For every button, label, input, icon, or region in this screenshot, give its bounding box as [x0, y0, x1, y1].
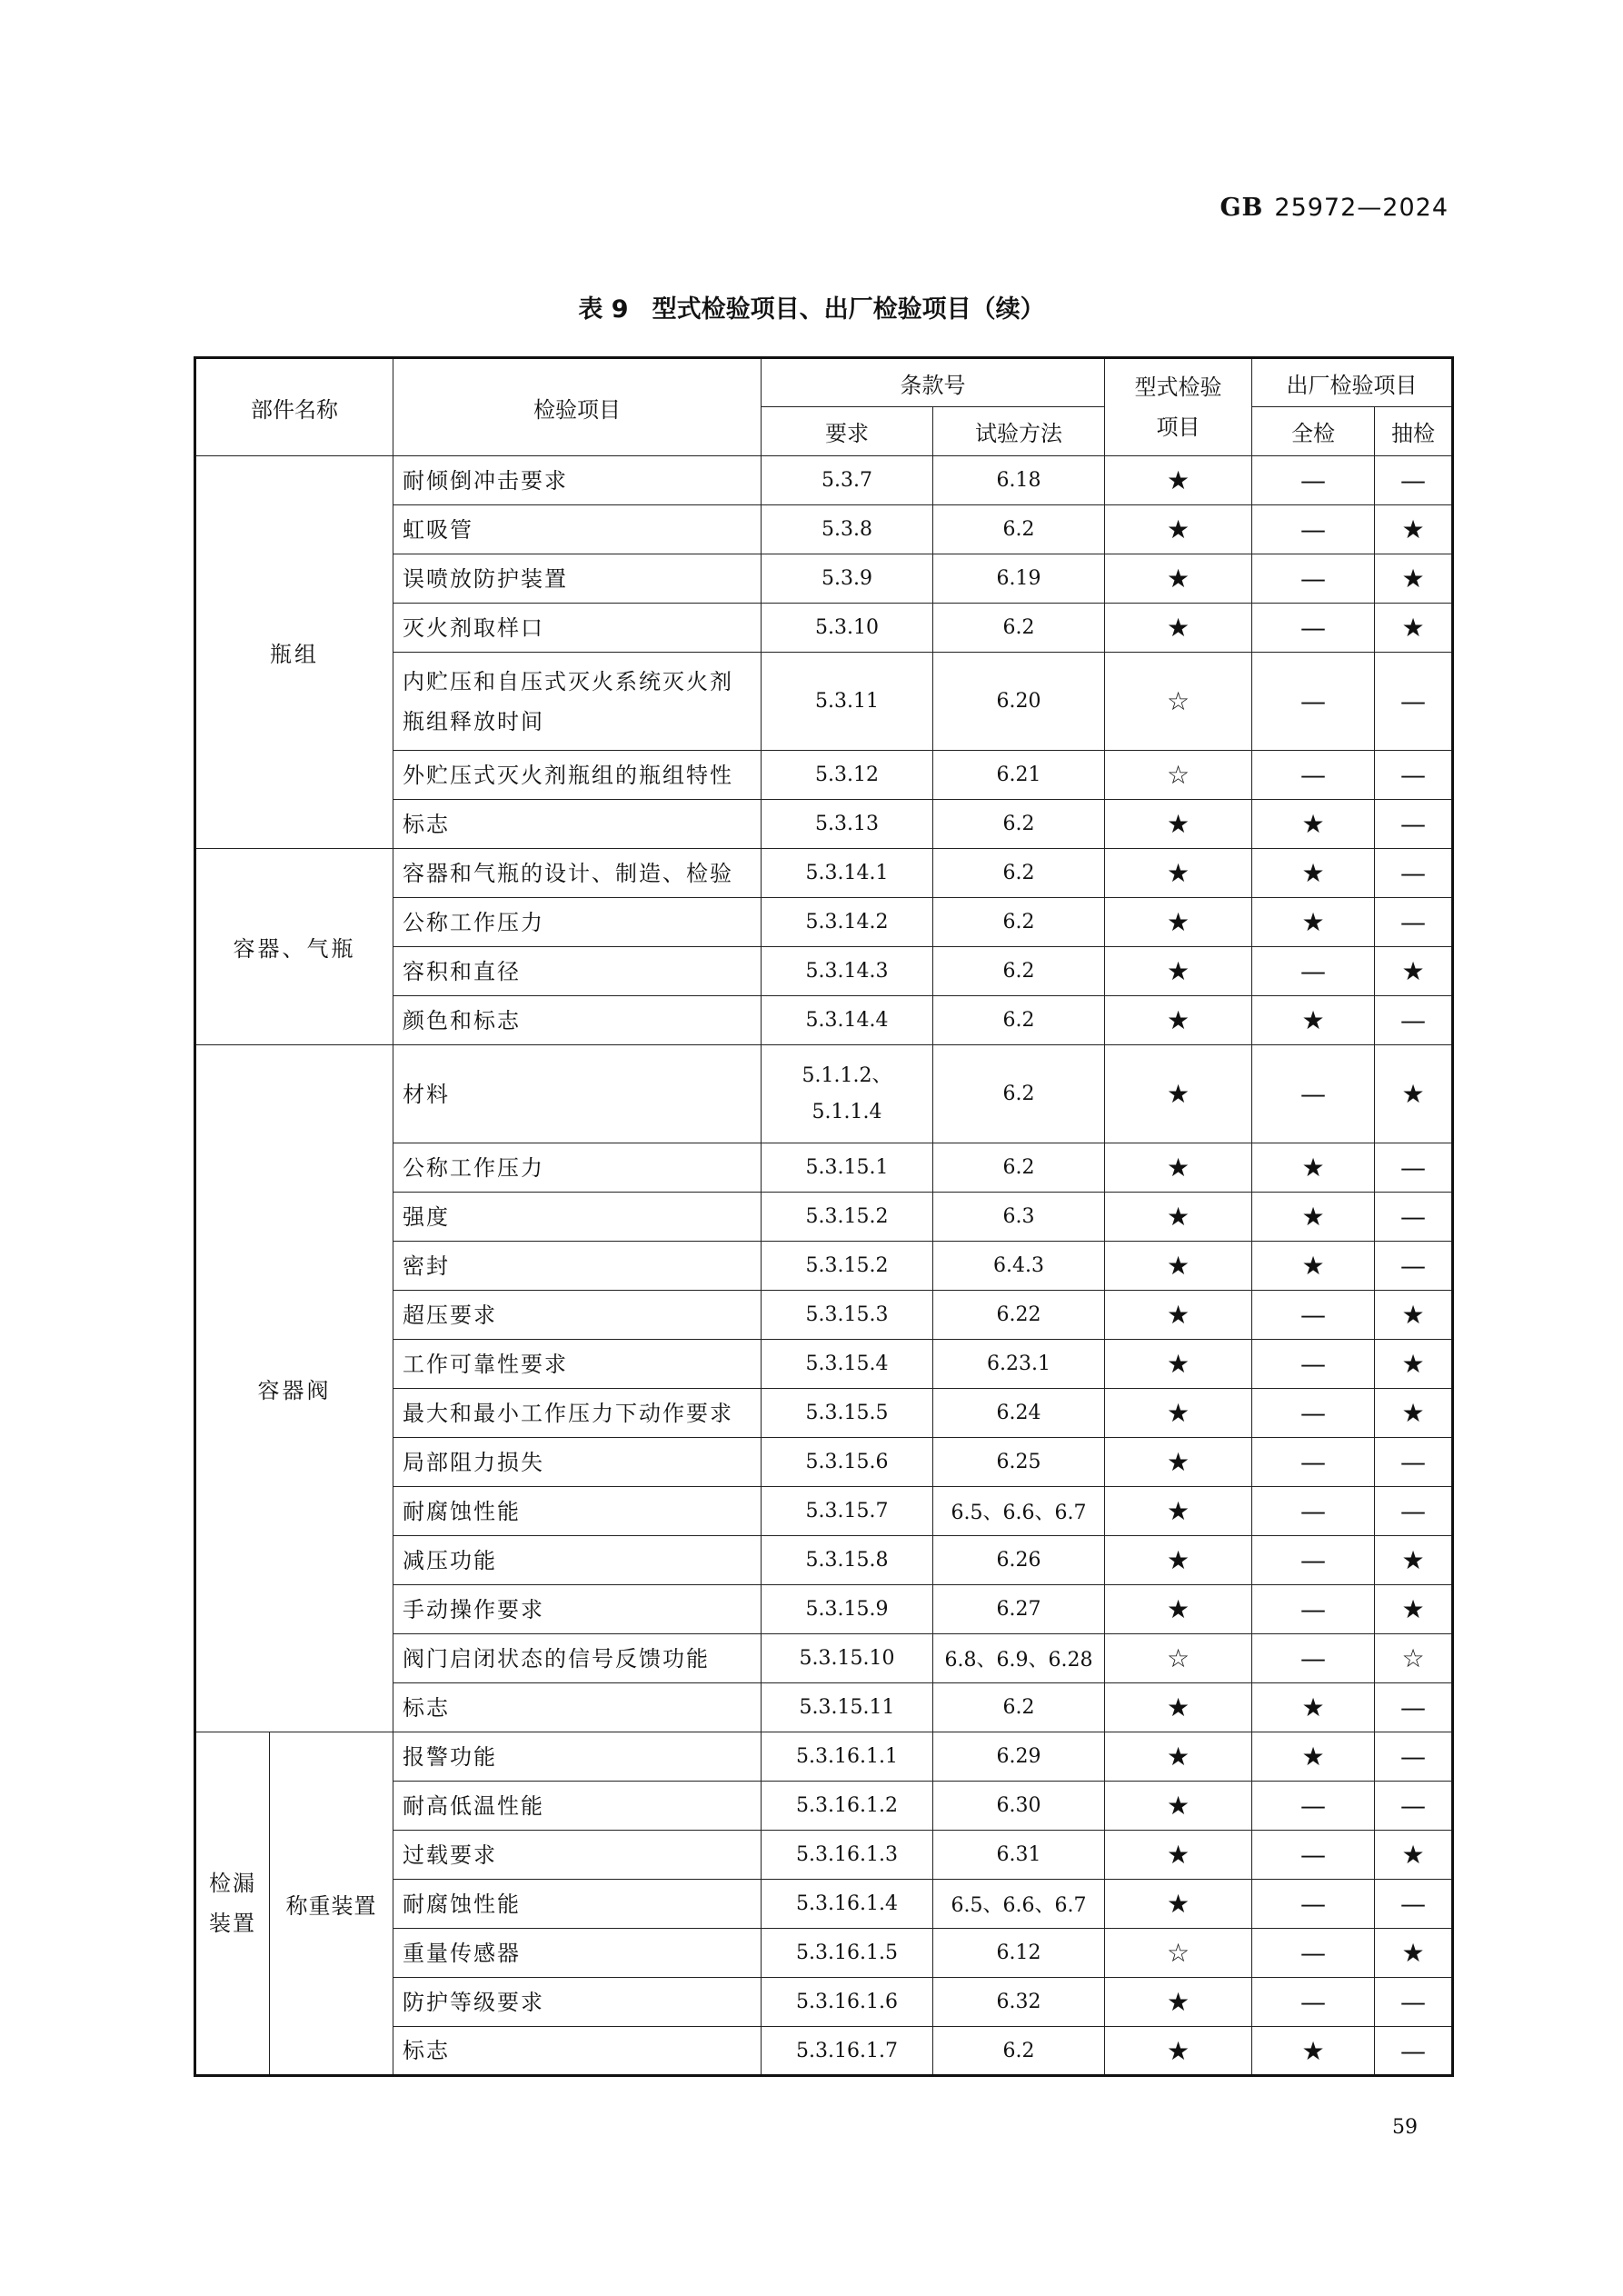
full-inspection-mark: — [1252, 554, 1375, 604]
type-test-mark: ★ [1105, 456, 1252, 505]
sample-inspection-mark: — [1375, 849, 1453, 898]
inspection-item: 过载要求 [393, 1831, 762, 1880]
col-header-sample: 抽检 [1375, 407, 1453, 456]
sample-inspection-mark: — [1375, 1143, 1453, 1193]
full-inspection-mark: — [1252, 1634, 1375, 1683]
inspection-item: 局部阻力损失 [393, 1438, 762, 1487]
full-inspection-mark: — [1252, 1045, 1375, 1143]
inspection-item: 标志 [393, 800, 762, 849]
standard-prefix: GB [1220, 194, 1264, 222]
full-inspection-mark: ★ [1252, 1683, 1375, 1732]
table-body [195, 456, 1453, 2076]
clause-test-method: 6.25 [933, 1438, 1105, 1487]
clause-requirement: 5.1.1.2、5.1.1.4 [762, 1045, 933, 1143]
clause-test-method: 6.21 [933, 751, 1105, 800]
clause-requirement: 5.3.15.5 [762, 1389, 933, 1438]
type-test-mark: ★ [1105, 996, 1252, 1045]
inspection-item: 灭火剂取样口 [393, 604, 762, 653]
type-test-mark: ★ [1105, 1045, 1252, 1143]
sample-inspection-mark: ★ [1375, 1045, 1453, 1143]
table-number: 表 9 [578, 295, 629, 324]
inspection-item: 容积和直径 [393, 947, 762, 996]
sample-inspection-mark: — [1375, 1880, 1453, 1929]
inspection-item: 最大和最小工作压力下动作要求 [393, 1389, 762, 1438]
table-title: 型式检验项目、出厂检验项目（续） [652, 295, 1045, 324]
inspection-item: 材料 [393, 1045, 762, 1143]
document-code [1220, 194, 1449, 222]
type-test-mark: ★ [1105, 1487, 1252, 1536]
inspection-table [194, 356, 1454, 2077]
clause-requirement: 5.3.16.1.1 [762, 1732, 933, 1782]
inspection-item: 内贮压和自压式灭火系统灭火剂瓶组释放时间 [393, 653, 762, 751]
clause-requirement: 5.3.14.4 [762, 996, 933, 1045]
sample-inspection-mark: — [1375, 1438, 1453, 1487]
type-test-mark: ★ [1105, 1340, 1252, 1389]
sample-inspection-mark: ★ [1375, 1929, 1453, 1978]
full-inspection-mark: — [1252, 1585, 1375, 1634]
clause-requirement: 5.3.11 [762, 653, 933, 751]
clause-test-method: 6.3 [933, 1193, 1105, 1242]
full-inspection-mark: ★ [1252, 1732, 1375, 1782]
clause-test-method: 6.26 [933, 1536, 1105, 1585]
sample-inspection-mark: ★ [1375, 554, 1453, 604]
full-inspection-mark: — [1252, 1831, 1375, 1880]
type-test-mark: ★ [1105, 1389, 1252, 1438]
type-test-mark: ★ [1105, 505, 1252, 554]
full-inspection-mark: — [1252, 1880, 1375, 1929]
type-test-mark: ★ [1105, 2027, 1252, 2076]
part-name: 瓶组 [195, 456, 393, 849]
full-inspection-mark: — [1252, 1438, 1375, 1487]
inspection-item: 公称工作压力 [393, 1143, 762, 1193]
clause-test-method: 6.5、6.6、6.7 [933, 1880, 1105, 1929]
full-inspection-mark: ★ [1252, 898, 1375, 947]
clause-requirement: 5.3.15.6 [762, 1438, 933, 1487]
standard-number: 25972—2024 [1274, 194, 1449, 222]
clause-test-method: 6.2 [933, 604, 1105, 653]
clause-test-method: 6.2 [933, 1143, 1105, 1193]
full-inspection-mark: — [1252, 1291, 1375, 1340]
type-test-mark: ★ [1105, 1193, 1252, 1242]
sample-inspection-mark: — [1375, 1242, 1453, 1291]
type-test-mark: ★ [1105, 1143, 1252, 1193]
sample-inspection-mark: — [1375, 456, 1453, 505]
sample-inspection-mark: — [1375, 1193, 1453, 1242]
type-test-mark: ★ [1105, 1536, 1252, 1585]
clause-test-method: 6.22 [933, 1291, 1105, 1340]
page-number: 59 [1392, 2116, 1418, 2139]
full-inspection-mark: — [1252, 1782, 1375, 1831]
sample-inspection-mark: — [1375, 1978, 1453, 2027]
clause-requirement: 5.3.15.2 [762, 1193, 933, 1242]
full-inspection-mark: ★ [1252, 996, 1375, 1045]
clause-requirement: 5.3.15.11 [762, 1683, 933, 1732]
inspection-item: 密封 [393, 1242, 762, 1291]
inspection-item: 标志 [393, 2027, 762, 2076]
clause-test-method: 6.4.3 [933, 1242, 1105, 1291]
clause-test-method: 6.2 [933, 849, 1105, 898]
full-inspection-mark: — [1252, 1389, 1375, 1438]
clause-requirement: 5.3.8 [762, 505, 933, 554]
clause-requirement: 5.3.16.1.6 [762, 1978, 933, 2027]
col-header-type-test: 型式检验项目 [1105, 358, 1252, 456]
clause-test-method: 6.2 [933, 2027, 1105, 2076]
clause-requirement: 5.3.16.1.4 [762, 1880, 933, 1929]
full-inspection-mark: ★ [1252, 2027, 1375, 2076]
table-row [195, 1045, 1453, 1143]
clause-test-method: 6.2 [933, 898, 1105, 947]
clause-requirement: 5.3.16.1.2 [762, 1782, 933, 1831]
sample-inspection-mark: — [1375, 1683, 1453, 1732]
clause-test-method: 6.20 [933, 653, 1105, 751]
inspection-item: 耐腐蚀性能 [393, 1880, 762, 1929]
inspection-item: 强度 [393, 1193, 762, 1242]
clause-requirement: 5.3.16.1.7 [762, 2027, 933, 2076]
col-header-item: 检验项目 [393, 358, 762, 456]
clause-requirement: 5.3.15.9 [762, 1585, 933, 1634]
type-test-mark: ★ [1105, 1242, 1252, 1291]
full-inspection-mark: — [1252, 751, 1375, 800]
type-test-mark: ☆ [1105, 1929, 1252, 1978]
type-test-mark: ★ [1105, 1291, 1252, 1340]
sample-inspection-mark: — [1375, 653, 1453, 751]
type-test-mark: ★ [1105, 947, 1252, 996]
clause-test-method: 6.19 [933, 554, 1105, 604]
inspection-item: 阀门启闭状态的信号反馈功能 [393, 1634, 762, 1683]
clause-test-method: 6.30 [933, 1782, 1105, 1831]
sample-inspection-mark: ★ [1375, 1831, 1453, 1880]
sample-inspection-mark: — [1375, 751, 1453, 800]
type-test-mark: ★ [1105, 800, 1252, 849]
type-test-mark: ★ [1105, 1880, 1252, 1929]
type-test-mark: ★ [1105, 1585, 1252, 1634]
clause-test-method: 6.23.1 [933, 1340, 1105, 1389]
clause-requirement: 5.3.7 [762, 456, 933, 505]
clause-requirement: 5.3.14.2 [762, 898, 933, 947]
clause-requirement: 5.3.15.1 [762, 1143, 933, 1193]
inspection-item: 超压要求 [393, 1291, 762, 1340]
table-row [195, 1732, 1453, 1782]
sample-inspection-mark: — [1375, 2027, 1453, 2076]
type-test-mark: ★ [1105, 1978, 1252, 2027]
clause-test-method: 6.24 [933, 1389, 1105, 1438]
inspection-item: 颜色和标志 [393, 996, 762, 1045]
clause-requirement: 5.3.16.1.5 [762, 1929, 933, 1978]
full-inspection-mark: — [1252, 1536, 1375, 1585]
inspection-item: 防护等级要求 [393, 1978, 762, 2027]
inspection-item: 公称工作压力 [393, 898, 762, 947]
col-header-part: 部件名称 [195, 358, 393, 456]
type-test-mark: ★ [1105, 1438, 1252, 1487]
type-test-mark: ★ [1105, 604, 1252, 653]
type-test-mark: ★ [1105, 1683, 1252, 1732]
table-caption [0, 289, 1623, 324]
inspection-item: 虹吸管 [393, 505, 762, 554]
clause-test-method: 6.2 [933, 505, 1105, 554]
inspection-item: 耐倾倒冲击要求 [393, 456, 762, 505]
inspection-item: 手动操作要求 [393, 1585, 762, 1634]
clause-test-method: 6.2 [933, 947, 1105, 996]
clause-requirement: 5.3.15.10 [762, 1634, 933, 1683]
sample-inspection-mark: ★ [1375, 505, 1453, 554]
clause-requirement: 5.3.14.3 [762, 947, 933, 996]
col-header-clause: 条款号 [762, 358, 1105, 407]
sample-inspection-mark: — [1375, 996, 1453, 1045]
full-inspection-mark: — [1252, 1487, 1375, 1536]
sample-inspection-mark: — [1375, 1487, 1453, 1536]
clause-requirement: 5.3.13 [762, 800, 933, 849]
clause-test-method: 6.8、6.9、6.28 [933, 1634, 1105, 1683]
table-row [195, 849, 1453, 898]
sample-inspection-mark: ★ [1375, 604, 1453, 653]
inspection-item: 耐高低温性能 [393, 1782, 762, 1831]
inspection-item: 耐腐蚀性能 [393, 1487, 762, 1536]
full-inspection-mark: — [1252, 1340, 1375, 1389]
inspection-item: 误喷放防护装置 [393, 554, 762, 604]
type-test-mark: ★ [1105, 1831, 1252, 1880]
full-inspection-mark: ★ [1252, 849, 1375, 898]
full-inspection-mark: ★ [1252, 1143, 1375, 1193]
part-name: 容器、气瓶 [195, 849, 393, 1045]
sample-inspection-mark: ★ [1375, 1389, 1453, 1438]
clause-requirement: 5.3.14.1 [762, 849, 933, 898]
col-header-full: 全检 [1252, 407, 1375, 456]
full-inspection-mark: — [1252, 1929, 1375, 1978]
clause-requirement: 5.3.16.1.3 [762, 1831, 933, 1880]
sample-inspection-mark: ★ [1375, 1291, 1453, 1340]
full-inspection-mark: — [1252, 1978, 1375, 2027]
clause-test-method: 6.31 [933, 1831, 1105, 1880]
col-header-method: 试验方法 [933, 407, 1105, 456]
clause-test-method: 6.2 [933, 800, 1105, 849]
clause-test-method: 6.2 [933, 1683, 1105, 1732]
part-name-leak-detector: 检漏装置 [195, 1732, 270, 2076]
full-inspection-mark: ★ [1252, 800, 1375, 849]
clause-requirement: 5.3.10 [762, 604, 933, 653]
clause-test-method: 6.2 [933, 996, 1105, 1045]
clause-requirement: 5.3.15.7 [762, 1487, 933, 1536]
inspection-item: 容器和气瓶的设计、制造、检验 [393, 849, 762, 898]
full-inspection-mark: ★ [1252, 1193, 1375, 1242]
full-inspection-mark: — [1252, 653, 1375, 751]
inspection-item: 减压功能 [393, 1536, 762, 1585]
inspection-item: 报警功能 [393, 1732, 762, 1782]
table-row [195, 456, 1453, 505]
type-test-mark: ★ [1105, 849, 1252, 898]
full-inspection-mark: — [1252, 505, 1375, 554]
type-test-mark: ★ [1105, 554, 1252, 604]
col-header-factory: 出厂检验项目 [1252, 358, 1453, 407]
clause-requirement: 5.3.15.3 [762, 1291, 933, 1340]
sample-inspection-mark: ★ [1375, 1340, 1453, 1389]
clause-test-method: 6.2 [933, 1045, 1105, 1143]
clause-requirement: 5.3.12 [762, 751, 933, 800]
inspection-item: 重量传感器 [393, 1929, 762, 1978]
clause-test-method: 6.12 [933, 1929, 1105, 1978]
clause-requirement: 5.3.15.8 [762, 1536, 933, 1585]
full-inspection-mark: — [1252, 604, 1375, 653]
type-test-mark: ★ [1105, 1782, 1252, 1831]
inspection-item: 工作可靠性要求 [393, 1340, 762, 1389]
sample-inspection-mark: — [1375, 898, 1453, 947]
full-inspection-mark: — [1252, 947, 1375, 996]
sample-inspection-mark: ☆ [1375, 1634, 1453, 1683]
inspection-item: 标志 [393, 1683, 762, 1732]
full-inspection-mark: — [1252, 456, 1375, 505]
part-name: 容器阀 [195, 1045, 393, 1732]
clause-requirement: 5.3.9 [762, 554, 933, 604]
clause-test-method: 6.5、6.6、6.7 [933, 1487, 1105, 1536]
clause-test-method: 6.27 [933, 1585, 1105, 1634]
type-test-mark: ☆ [1105, 1634, 1252, 1683]
sample-inspection-mark: ★ [1375, 1585, 1453, 1634]
clause-requirement: 5.3.15.4 [762, 1340, 933, 1389]
type-test-mark: ☆ [1105, 653, 1252, 751]
sample-inspection-mark: ★ [1375, 947, 1453, 996]
clause-requirement: 5.3.15.2 [762, 1242, 933, 1291]
type-test-mark: ★ [1105, 898, 1252, 947]
inspection-item: 外贮压式灭火剂瓶组的瓶组特性 [393, 751, 762, 800]
sample-inspection-mark: — [1375, 1732, 1453, 1782]
type-test-mark: ★ [1105, 1732, 1252, 1782]
sample-inspection-mark: — [1375, 800, 1453, 849]
sample-inspection-mark: — [1375, 1782, 1453, 1831]
clause-test-method: 6.18 [933, 456, 1105, 505]
part-name-weighing-device: 称重装置 [270, 1732, 393, 2076]
full-inspection-mark: ★ [1252, 1242, 1375, 1291]
sample-inspection-mark: ★ [1375, 1536, 1453, 1585]
type-test-mark: ☆ [1105, 751, 1252, 800]
clause-test-method: 6.32 [933, 1978, 1105, 2027]
clause-test-method: 6.29 [933, 1732, 1105, 1782]
col-header-req: 要求 [762, 407, 933, 456]
